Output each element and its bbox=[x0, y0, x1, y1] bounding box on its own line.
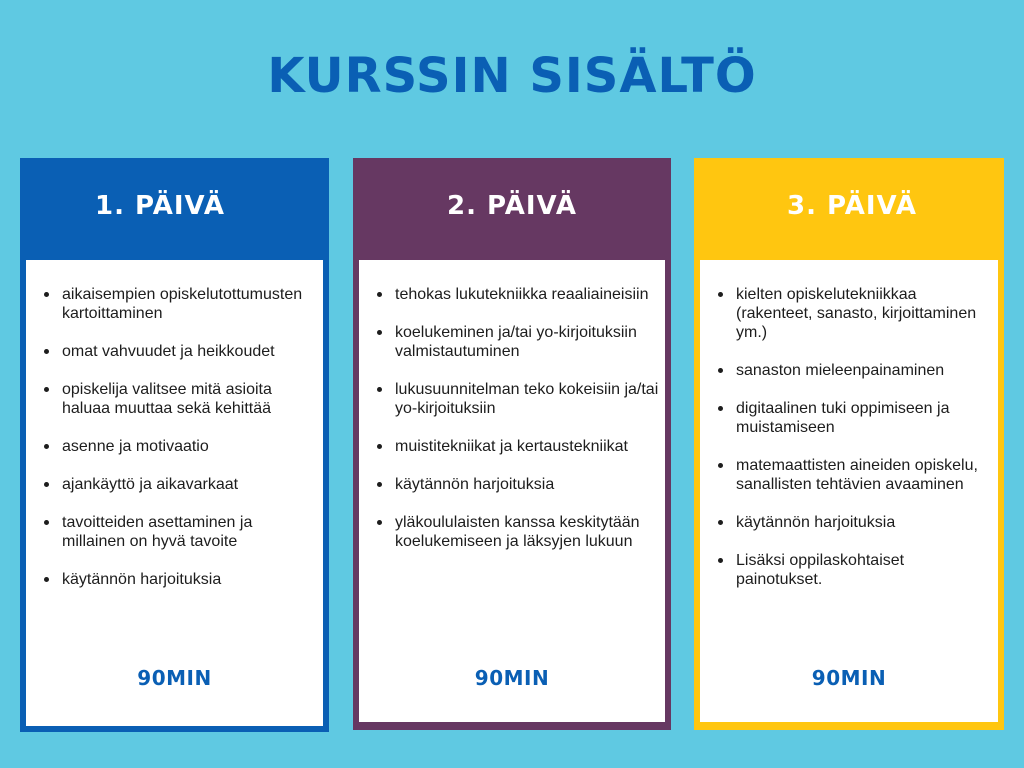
list-item: aikaisempien opiskelutottumusten kartoittaminen bbox=[40, 285, 317, 323]
day-2-list bbox=[373, 285, 659, 570]
list-item: asenne ja motivaatio bbox=[40, 437, 317, 456]
list-item: muistitekniikat ja kertaustekniikat bbox=[373, 437, 659, 456]
day-3-content bbox=[700, 260, 998, 722]
day-1-content bbox=[26, 260, 323, 726]
list-item: tehokas lukutekniikka reaaliaineisiin bbox=[373, 285, 659, 304]
day-2-card bbox=[353, 158, 671, 730]
list-item: yläkoululaisten kanssa keskitytään koelukemiseen ja läksyjen lukuun bbox=[373, 513, 659, 551]
day-1-list bbox=[40, 285, 317, 608]
list-item: Lisäksi oppilaskohtaiset painotukset. bbox=[714, 551, 992, 589]
list-item: käytännön harjoituksia bbox=[373, 475, 659, 494]
day-2-content bbox=[359, 260, 665, 722]
day-3-duration: 90MIN bbox=[811, 666, 887, 690]
list-item: omat vahvuudet ja heikkoudet bbox=[40, 342, 317, 361]
list-item: ajankäyttö ja aikavarkaat bbox=[40, 475, 317, 494]
list-item: digitaalinen tuki oppimiseen ja muistamiseen bbox=[714, 399, 992, 437]
day-3-heading: 3. PÄIVÄ bbox=[787, 191, 917, 221]
list-item: koelukeminen ja/tai yo-kirjoituksiin valmistautuminen bbox=[373, 323, 659, 361]
day-1-heading: 1. PÄIVÄ bbox=[95, 191, 225, 221]
day-2-heading: 2. PÄIVÄ bbox=[447, 191, 577, 221]
list-item: käytännön harjoituksia bbox=[714, 513, 992, 532]
list-item: kielten opiskelutekniikkaa (rakenteet, sanasto, kirjoittaminen ym.) bbox=[714, 285, 992, 342]
list-item: tavoitteiden asettaminen ja millainen on hyvä tavoite bbox=[40, 513, 317, 551]
day-3-card bbox=[694, 158, 1004, 730]
day-2-duration: 90MIN bbox=[474, 666, 550, 690]
list-item: käytännön harjoituksia bbox=[40, 570, 317, 589]
day-1-card bbox=[20, 158, 329, 732]
page-title: KURSSIN SISÄLTÖ bbox=[267, 48, 757, 104]
list-item: opiskelija valitsee mitä asioita haluaa muuttaa sekä kehittää bbox=[40, 380, 317, 418]
list-item: matemaattisten aineiden opiskelu, sanallisten tehtävien avaaminen bbox=[714, 456, 992, 494]
day-1-duration: 90MIN bbox=[137, 666, 212, 690]
day-3-list bbox=[714, 285, 992, 608]
list-item: lukusuunnitelman teko kokeisiin ja/tai yo-kirjoituksiin bbox=[373, 380, 659, 418]
list-item: sanaston mieleenpainaminen bbox=[714, 361, 992, 380]
